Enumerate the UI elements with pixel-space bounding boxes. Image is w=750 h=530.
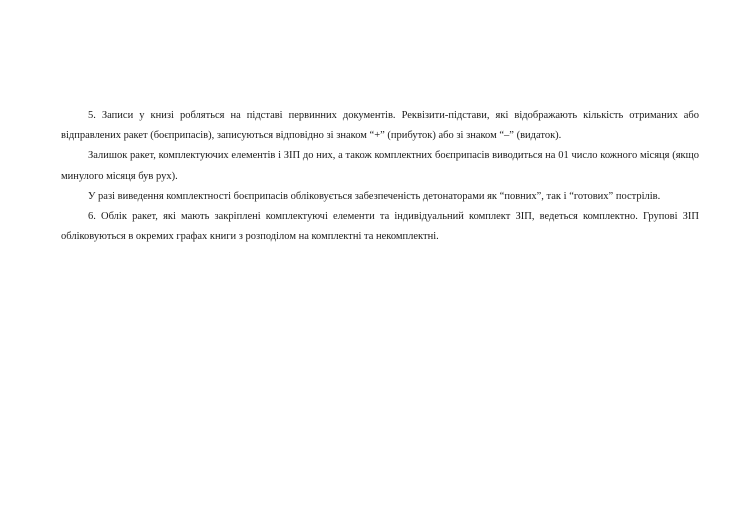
paragraph-detonators: У разі виведення комплектності боєприпасів обліковується забезпеченість детонаторами як “повних”, так і “готових” пострілів. [88,190,661,202]
paragraph-records-entry: 5. Записи у книзі робляться на підставі первинних документів. Реквізити-підстави, які відображають кількість отриманих або відправлених ракет (боєприпасів), записуються відповідно зі знаком “+” (прибуток) або зі знаком “–” (видаток). [61,110,699,142]
document-body [61,106,699,247]
paragraph-accounting: 6. Облік ракет, які мають закріплені комплектуючі елементи та індивідуальний комплект ЗІП, ведеться комплектно. Групові ЗІП обліковуються в окремих графах книги з розподілом на комплектні та некомплектні. [61,211,699,243]
paragraph-balance: Залишок ракет, комплектуючих елементів і ЗІП до них, а також комплектних боєприпасів виводиться на 01 число кожного місяця (якщо минулого місяця був рух). [61,150,699,182]
